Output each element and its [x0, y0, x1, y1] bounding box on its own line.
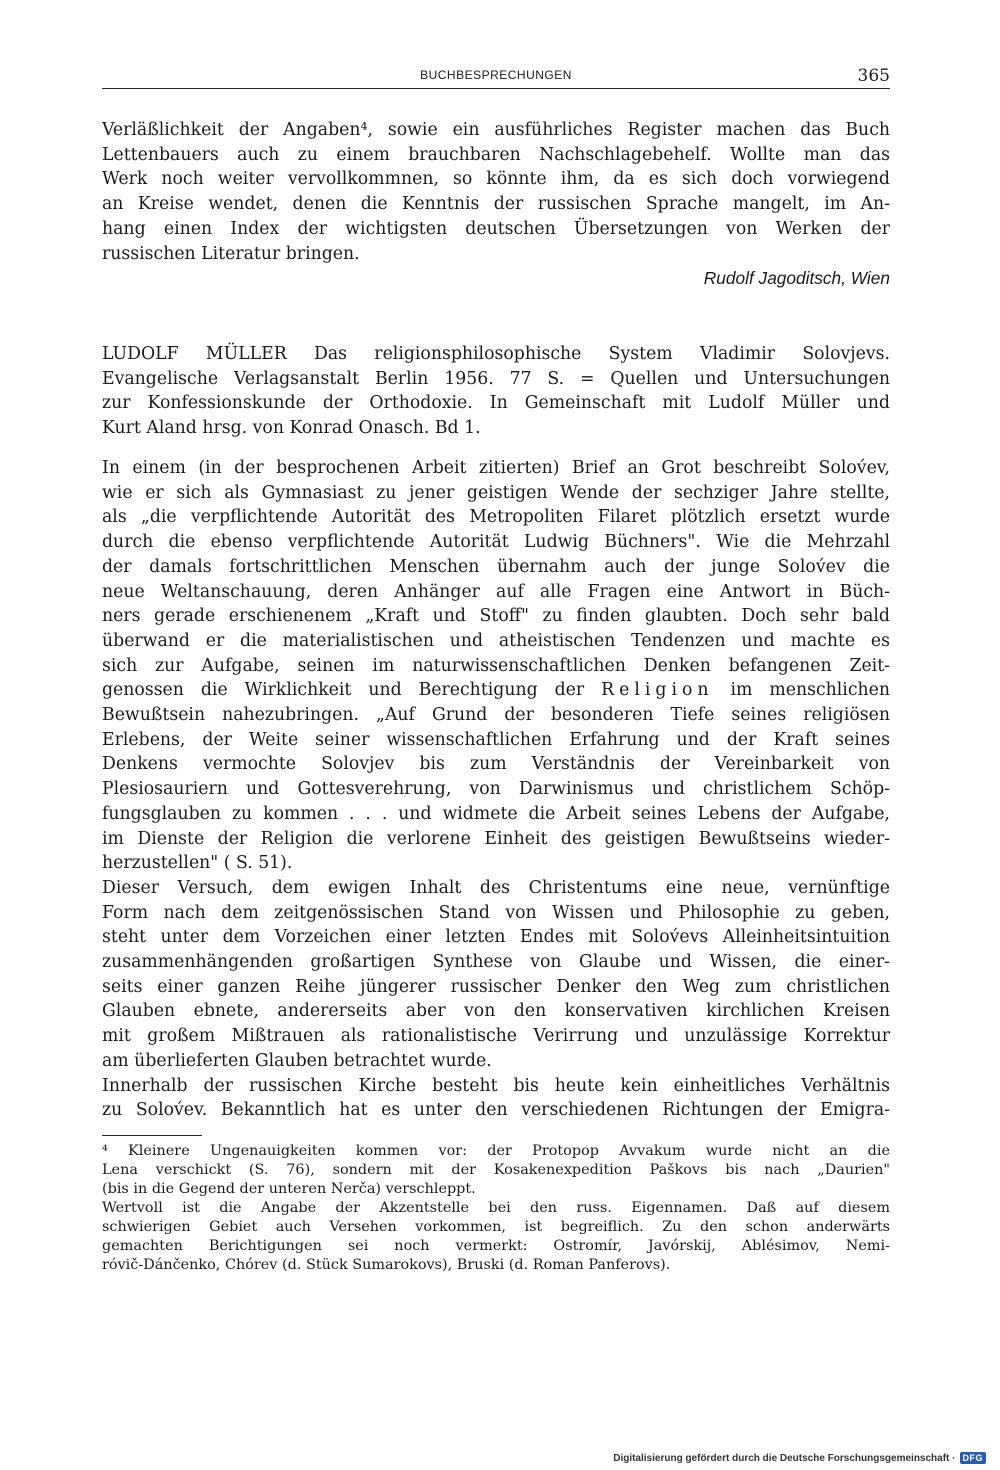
citation-line: zur Konfessionskunde der Orthodoxie. In Gemeinschaft mit Ludolf Müller und [102, 393, 890, 414]
text-line: seits einer ganzen Reihe jüngerer russischer Denker den Weg zum christlichen [102, 976, 890, 997]
footnote-rule [102, 1135, 202, 1136]
text-line: Dieser Versuch, dem ewigen Inhalt des Christentums eine neue, vernünftige [102, 877, 890, 898]
text-line: Form nach dem zeitgenössischen Stand von Wissen und Philosophie zu geben, [102, 902, 890, 923]
footer-text: Digitalisierung gefördert durch die Deutsche Forschungsgemeinschaft · [613, 1452, 956, 1464]
text-fragment: im menschlichen [730, 680, 890, 701]
text-line: Bewußtsein nahezubringen. „Auf Grund der besonderen Tiefe seines religiösen [102, 705, 890, 726]
citation-line: Kurt Aland hrsg. von Konrad Onasch. Bd 1. [102, 418, 481, 439]
text-line: im Dienste der Religion die verlorene Einheit des geistigen Bewußtseins wieder- [102, 828, 890, 849]
citation-line: Evangelische Verlagsanstalt Berlin 1956. 77 S. = Quellen und Untersuchungen [102, 368, 890, 389]
dfg-logo-icon: DFG [960, 1452, 987, 1464]
footnote-line: róvič-Dánčenko, Chórev (d. Stück Sumarokovs), Bruski (d. Roman Panferovs). [102, 1257, 671, 1273]
footnote-line: gemachten Berichtigungen sei noch vermerkt: Ostromír, Javórskij, Ablésimov, Nemi- [102, 1238, 890, 1254]
text-line: wie er sich als Gymnasiast zu jener geistigen Wende der sechziger Jahre stellte, [102, 482, 890, 503]
text-line: Denkens vermochte Solovjev bis zum Verständnis der Vereinbarkeit von [102, 754, 890, 775]
text-line: der damals fortschrittlichen Menschen übernahm auch der junge Solov́ev die [102, 556, 890, 577]
text-line: an Kreise wendet, denen die Kenntnis der russischen Sprache mangelt, im An- [102, 194, 890, 215]
text-line: Glauben ebnete, andererseits aber von den konservativen kirchlichen Kreisen [102, 1001, 890, 1022]
text-line: hang einen Index der wichtigsten deutschen Übersetzungen von Werken der [102, 218, 890, 239]
text-line: Plesiosauriern und Gottesverehrung, von Darwinismus und christlichem Schöp- [102, 779, 890, 800]
text-line: überwand er die materialistischen und atheistischen Tendenzen und machte es [102, 630, 890, 651]
text-line: neue Weltanschauung, deren Anhänger auf alle Fragen eine Antwort in Büch- [102, 581, 890, 602]
text-line-religion [102, 678, 890, 703]
review1-text [102, 118, 890, 291]
text-line: mit großem Mißtrauen als rationalistische Verirrung und unzulässige Korrektur [102, 1026, 890, 1047]
text-line: steht unter dem Vorzeichen einer letzten Endes mit Solov́evs Alleinheitsintuition [102, 927, 890, 948]
footnote-line: schwierigen Gebiet auch Versehen vorkommen, ist begreiflich. Zu den schon anderwärts [102, 1219, 890, 1235]
text-line: Erlebens, der Weite seiner wissenschaftlichen Erfahrung und der Kraft seines [102, 729, 890, 750]
text-line: Werk noch weiter vervollkommnen, so könnte ihm, da es sich doch vorwiegend [102, 169, 890, 190]
review2-body [102, 456, 890, 1123]
page-number: 365 [857, 66, 890, 86]
running-title: BUCHBESPRECHUNGEN [420, 68, 572, 82]
text-line: fungsglauben zu kommen . . . und widmete die Arbeit seines Lebens der Aufgabe, [102, 803, 890, 824]
running-head [102, 66, 890, 89]
spaced-word: Religion [601, 680, 714, 701]
footnote-line: Wertvoll ist die Angabe der Akzentstelle bei den russ. Eigennamen. Daß auf diesem [102, 1200, 890, 1216]
digitization-footer [613, 1452, 986, 1464]
text-fragment: genossen die Wirklichkeit und Berechtigung der [102, 680, 585, 701]
text-line: Innerhalb der russischen Kirche besteht bis heute kein einheitliches Verhältnis [102, 1075, 890, 1096]
text-line: herzustellen" ( S. 51). [102, 853, 293, 874]
citation-line: LUDOLF MÜLLER Das religionsphilosophische System Vladimir Solovjevs. [102, 344, 890, 364]
text-line: sich zur Aufgabe, seinen im naturwissenschaftlichen Denken befangenen Zeit- [102, 655, 890, 676]
footnote-line: (bis in die Gegend der unteren Nerča) verschleppt. [102, 1181, 476, 1197]
review-author: Rudolf Jagoditsch, Wien [703, 268, 890, 289]
text-line: als „die verpflichtende Autorität des Metropoliten Filaret plötzlich ersetzt wurde [102, 507, 890, 528]
text-line: Lettenbauers auch zu einem brauchbaren Nachschlagebehelf. Wollte man das [102, 144, 890, 165]
review2-citation [102, 342, 890, 441]
text-line: zusammenhängenden großartigen Synthese von Glaube und Wissen, die einer- [102, 952, 890, 973]
footnote-line: ⁴ Kleinere Ungenauigkeiten kommen vor: der Protopop Avvakum wurde nicht an die [102, 1143, 890, 1159]
footnote-line: Lena verschickt (S. 76), sondern mit der Kosakenexpedition Paškovs bis nach „Daurien" [102, 1162, 890, 1178]
footnote [102, 1142, 890, 1275]
text-line: durch die ebenso verpflichtende Autorität Ludwig Büchners". Wie die Mehrzahl [102, 532, 890, 553]
text-line: am überlieferten Glauben betrachtet wurde. [102, 1050, 492, 1071]
text-line: ners gerade erschienenem „Kraft und Stoff" zu finden glaubten. Doch sehr bald [102, 606, 890, 627]
text-line: russischen Literatur bringen. [102, 243, 360, 264]
text-line: zu Solov́ev. Bekanntlich hat es unter den verschiedenen Richtungen der Emigra- [102, 1100, 890, 1121]
text-line: In einem (in der besprochenen Arbeit zitierten) Brief an Grot beschreibt Solov́ev, [102, 458, 890, 478]
text-line: Verläßlichkeit der Angaben⁴, sowie ein ausführliches Register machen das Buch [102, 120, 890, 140]
